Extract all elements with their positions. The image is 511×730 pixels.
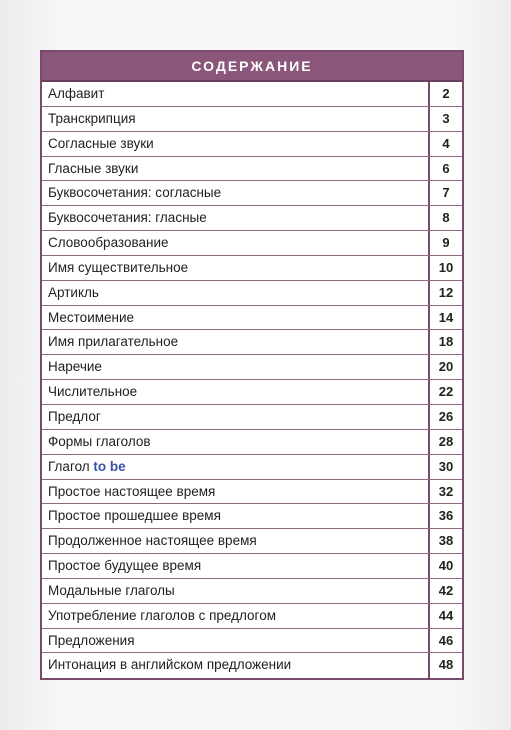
toc-entry-title: Наречие [48, 359, 102, 375]
toc-entry-title: Гласные звуки [48, 160, 139, 176]
toc-row [42, 380, 462, 405]
toc-row [42, 455, 462, 480]
toc-entry-title: Словообразование [48, 235, 169, 251]
toc-row [42, 604, 462, 629]
toc-row [42, 355, 462, 380]
toc-entry-page: 36 [428, 504, 462, 528]
toc-row [42, 579, 462, 604]
toc-entry-title: Простое будущее время [48, 558, 202, 574]
toc-entry-title: Имя существительное [48, 259, 189, 275]
toc-row [42, 629, 462, 654]
toc-row [42, 330, 462, 355]
toc-entry-page: 48 [428, 653, 462, 678]
toc-row [42, 157, 462, 182]
toc-entry-page: 14 [428, 306, 462, 330]
toc-entry-title: Алфавит [48, 86, 105, 101]
table-of-contents [40, 50, 464, 680]
toc-entry-page: 6 [428, 157, 462, 181]
toc-row [42, 132, 462, 157]
toc-entry-page: 18 [428, 330, 462, 354]
toc-header: СОДЕРЖАНИЕ [42, 52, 462, 82]
toc-row [42, 206, 462, 231]
toc-entry-page: 26 [428, 405, 462, 429]
toc-entry-title: Буквосочетания: гласные [48, 210, 207, 226]
toc-entry-page: 28 [428, 430, 462, 454]
toc-entry-title: Имя прилагательное [48, 334, 179, 350]
toc-entry-page: 8 [428, 206, 462, 230]
toc-row [42, 181, 462, 206]
toc-entry-page: 12 [428, 281, 462, 305]
toc-row [42, 480, 462, 505]
toc-row [42, 256, 462, 281]
toc-row [42, 306, 462, 331]
toc-entry-title: Артикль [48, 284, 99, 300]
toc-entry-title-accent: to be [93, 458, 126, 474]
toc-row [42, 107, 462, 132]
toc-entry-page: 44 [428, 604, 462, 628]
toc-row [42, 231, 462, 256]
toc-entry-page: 30 [428, 455, 462, 479]
toc-row [42, 554, 462, 579]
toc-entry-title: Формы глаголов [48, 433, 151, 449]
toc-entry-page: 32 [428, 480, 462, 504]
toc-entry-page: 46 [428, 629, 462, 653]
toc-entry-page: 40 [428, 554, 462, 578]
toc-row [42, 82, 462, 107]
toc-entry-title: Предложения [48, 632, 135, 648]
toc-entry-title: Глагол [48, 458, 90, 474]
toc-entry-page: 4 [428, 132, 462, 156]
toc-row [42, 405, 462, 430]
toc-entry-page: 7 [428, 181, 462, 205]
toc-entry-title: Продолженное настоящее время [48, 533, 257, 549]
toc-entry-page: 22 [428, 380, 462, 404]
toc-entry-page: 38 [428, 529, 462, 553]
toc-entry-title: Местоимение [48, 309, 135, 325]
toc-entry-title: Простое настоящее время [48, 483, 216, 499]
toc-entry-title: Модальные глаголы [48, 582, 175, 598]
toc-entry-title: Интонация в английском предложении [48, 657, 292, 673]
toc-entry-page: 2 [428, 82, 462, 106]
toc-row [42, 653, 462, 678]
toc-entry-page: 20 [428, 355, 462, 379]
toc-entry-page: 10 [428, 256, 462, 280]
toc-row [42, 529, 462, 554]
toc-entry-title: Употребление глаголов с предлогом [48, 607, 276, 623]
toc-entry-title: Буквосочетания: согласные [48, 185, 222, 201]
toc-entry-page: 9 [428, 231, 462, 255]
toc-row [42, 504, 462, 529]
toc-entry-title: Предлог [48, 408, 101, 424]
toc-entry-title: Числительное [48, 384, 138, 400]
toc-row [42, 281, 462, 306]
toc-entry-title: Согласные звуки [48, 135, 154, 151]
toc-entry-title-with-accent [42, 455, 428, 479]
toc-row [42, 430, 462, 455]
toc-entry-page: 42 [428, 579, 462, 603]
toc-entry-title: Транскрипция [48, 110, 136, 126]
toc-entry-page: 3 [428, 107, 462, 131]
toc-entry-title: Простое прошедшее время [48, 508, 221, 524]
